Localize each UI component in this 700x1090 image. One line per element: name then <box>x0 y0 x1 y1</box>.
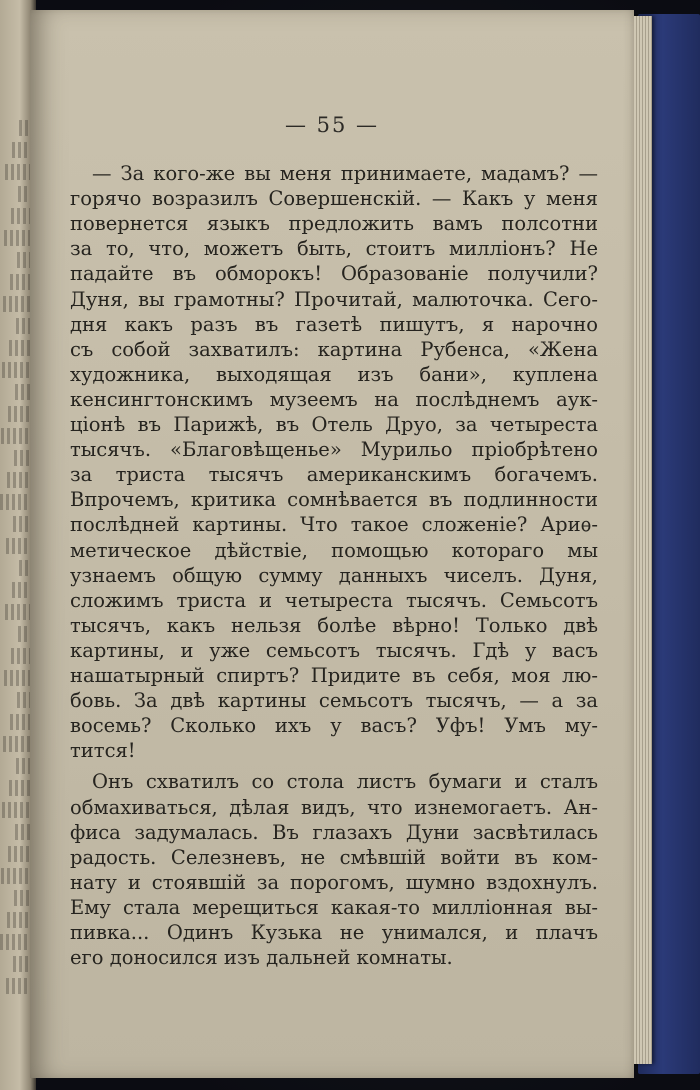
text-line: пивка... Одинъ Кузька не унимался, и плачъ <box>70 921 598 944</box>
text-line: Дуня, вы грамотны? Прочитай, малюточка. Сего- <box>70 287 598 311</box>
text-line: бовь. За двѣ картины семьсотъ тысячъ, — а за <box>70 689 598 713</box>
facing-page-text-fragment <box>2 802 33 818</box>
text-line: картины, и уже семьсотъ тысячъ. Гдѣ у васъ <box>70 638 598 662</box>
text-line: кенсингтонскимъ музеемъ на послѣднемъ аук- <box>70 387 598 411</box>
facing-page-text-fragment <box>5 164 33 180</box>
facing-page-text-fragment <box>5 604 33 620</box>
facing-page-text-fragment <box>6 538 33 554</box>
facing-page-text-fragment <box>0 934 33 950</box>
text-line: метическое дѣйствіе, помощью котораго мы <box>70 538 598 562</box>
text-line: фиса задумалась. Въ глазахъ Дуни засвѣтилась <box>70 820 598 844</box>
text-line: послѣдней картины. Что такое сложеніе? Ариѳ- <box>70 513 598 537</box>
facing-page-text-fragment <box>4 670 33 686</box>
text-line: тысячъ, какъ нельзя болѣе вѣрно! Только двѣ <box>70 613 598 637</box>
facing-page-text-fragment <box>0 494 33 510</box>
text-line: обмахиваться, дѣлая видъ, что изнемогаетъ. Ан- <box>70 795 598 819</box>
text-line: повернется языкъ предложить вамъ полсотни <box>70 212 598 236</box>
text-line: ціонѣ въ Парижѣ, въ Отель Друо, за четыреста <box>70 413 598 436</box>
facing-page-text-fragment <box>6 978 33 994</box>
page-number: — 55 — <box>284 113 380 137</box>
text-line: тысячъ. «Благовѣщенье» Мурильо пріобрѣтено <box>70 438 598 462</box>
facing-page-text-fragment <box>1 428 33 444</box>
text-line: узнаемъ общую сумму данныхъ чиселъ. Дуня, <box>70 563 598 587</box>
text-line: Ему стала мерещиться какая-то милліонная вы- <box>70 895 598 919</box>
text-line: падайте въ обморокъ! Образованіе получили? <box>70 262 598 286</box>
book-page <box>30 10 634 1078</box>
text-line: за триста тысячъ американскимъ богачемъ. <box>70 463 598 487</box>
text-line: Впрочемъ, критика сомнѣвается въ подлинности <box>70 488 598 512</box>
facing-page-text-fragment <box>2 362 33 378</box>
text-line: нату и стоявшій за порогомъ, шумно вздохнулъ. <box>70 870 598 894</box>
text-line: дня какъ разъ въ газетѣ пишутъ, я нарочно <box>70 312 598 336</box>
text-line: съ собой захватилъ: картина Рубенса, «Жена <box>70 337 598 361</box>
facing-page-text-fragment <box>1 868 33 884</box>
facing-page-text-fragment <box>3 296 33 312</box>
text-line: за то, что, можетъ быть, стоитъ милліонъ? Не <box>70 237 598 261</box>
text-line: художника, выходящая изъ бани», куплена <box>70 362 598 386</box>
text-line: радость. Селезневъ, не смѣвшій войти въ ком- <box>70 845 598 869</box>
text-line: тится! <box>70 739 136 763</box>
text-line: Онъ схватилъ со стола листъ бумаги и сталъ <box>92 770 598 794</box>
text-line: сложимъ триста и четыреста тысячъ. Семьсотъ <box>70 588 598 612</box>
text-line: — За кого-же вы меня принимаете, мадамъ? — <box>92 162 598 185</box>
text-line: его доносился изъ дальней комнаты. <box>70 946 453 970</box>
text-line: нашатырный спиртъ? Придите въ себя, моя лю- <box>70 664 598 687</box>
text-line: восемь? Сколько ихъ у васъ? Уфъ! Умъ му- <box>70 714 598 738</box>
facing-page-text-fragment <box>3 736 33 752</box>
text-line: горячо возразилъ Совершенскій. — Какъ у меня <box>70 187 598 211</box>
facing-page-text-fragment <box>4 230 33 246</box>
